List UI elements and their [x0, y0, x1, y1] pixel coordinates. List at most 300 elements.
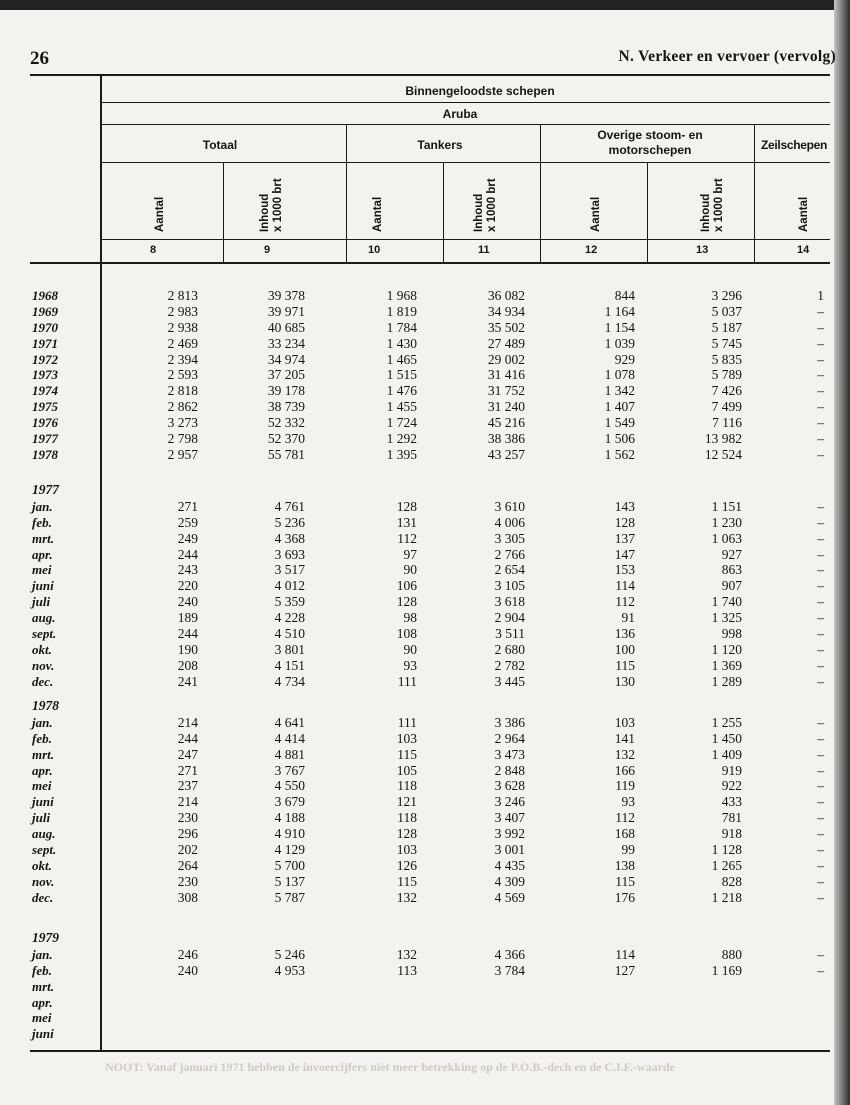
- cell-overige-aantal: 1 039: [604, 336, 635, 351]
- cell-totaal-inhoud: 34 974: [267, 352, 305, 367]
- cell-totaal-aantal: 264: [177, 858, 198, 873]
- cell-totaal-inhoud: 38 739: [267, 399, 305, 414]
- header-group: Binnengeloodste schepen: [405, 84, 555, 98]
- cell-overige-inhoud: 1 289: [711, 674, 742, 689]
- cell-totaal-inhoud: 4 953: [274, 963, 305, 978]
- cell-overige-aantal: 128: [614, 515, 635, 530]
- inhoud-line1: Inhoud: [473, 193, 485, 232]
- row-label: jan.: [32, 947, 53, 962]
- row-label: mei: [32, 778, 52, 793]
- cell-overige-aantal: 132: [614, 747, 635, 762]
- cell-tankers-inhoud: 3 618: [494, 594, 525, 609]
- cell-totaal-inhoud: 5 246: [274, 947, 305, 962]
- cell-totaal-inhoud: 4 414: [274, 731, 305, 746]
- cell-tankers-inhoud: 2 964: [494, 731, 525, 746]
- cell-zeilschepen: –: [817, 531, 824, 546]
- row-label: juli: [32, 594, 51, 609]
- cell-tankers-aantal: 115: [397, 747, 417, 762]
- cell-tankers-aantal: 111: [397, 674, 417, 689]
- cell-overige-inhoud: 1 740: [711, 594, 742, 609]
- region-rule: [101, 124, 830, 125]
- cell-tankers-aantal: 121: [396, 794, 417, 809]
- cell-zeilschepen: –: [817, 858, 824, 873]
- cell-overige-aantal: 1 506: [604, 431, 635, 446]
- cell-tankers-aantal: 1 465: [386, 352, 417, 367]
- cell-zeilschepen: –: [817, 547, 824, 562]
- cell-tankers-inhoud: 2 782: [494, 658, 525, 673]
- cell-overige-aantal: 112: [615, 810, 635, 825]
- div-c9: [223, 162, 224, 263]
- row-label: juni: [32, 1026, 54, 1041]
- cell-zeilschepen: –: [817, 415, 824, 430]
- subheader-inhoud-overige: [700, 172, 726, 232]
- cell-zeilschepen: –: [817, 658, 824, 673]
- inhoud-line2: x 1000 brt: [713, 178, 725, 232]
- running-title: N. Verkeer en vervoer (vervolg): [618, 48, 836, 65]
- cell-zeilschepen: –: [817, 715, 824, 730]
- cell-tankers-aantal: 128: [396, 826, 417, 841]
- cell-totaal-aantal: 2 593: [167, 367, 198, 382]
- cell-zeilschepen: –: [817, 810, 824, 825]
- cell-totaal-inhoud: 4 129: [274, 842, 305, 857]
- row-label: 1976: [32, 415, 58, 430]
- cell-zeilschepen: –: [817, 336, 824, 351]
- cell-tankers-aantal: 128: [396, 499, 417, 514]
- cell-totaal-inhoud: 40 685: [267, 320, 305, 335]
- cell-overige-inhoud: 1 120: [711, 642, 742, 657]
- cell-overige-aantal: 176: [614, 890, 635, 905]
- cell-zeilschepen: –: [817, 594, 824, 609]
- cell-zeilschepen: –: [817, 890, 824, 905]
- cell-overige-inhoud: 1 063: [711, 531, 742, 546]
- cell-totaal-aantal: 3 273: [167, 415, 198, 430]
- cell-totaal-aantal: 189: [177, 610, 198, 625]
- block-year-heading: 1977: [32, 482, 59, 497]
- cell-totaal-aantal: 214: [177, 715, 198, 730]
- cell-tankers-inhoud: 29 002: [487, 352, 525, 367]
- cell-overige-inhoud: 5 789: [711, 367, 742, 382]
- cell-totaal-aantal: 237: [177, 778, 198, 793]
- cell-overige-inhoud: 907: [721, 578, 742, 593]
- cell-zeilschepen: –: [817, 367, 824, 382]
- cell-overige-inhoud: 7 426: [711, 383, 742, 398]
- cell-overige-aantal: 147: [614, 547, 635, 562]
- cell-overige-aantal: 115: [615, 874, 635, 889]
- cell-zeilschepen: –: [817, 515, 824, 530]
- inhoud-line1: Inhoud: [700, 193, 712, 232]
- cell-overige-inhoud: 1 151: [711, 499, 742, 514]
- cell-overige-inhoud: 1 409: [711, 747, 742, 762]
- row-label: sept.: [32, 626, 57, 641]
- stub-divider: [100, 76, 102, 1051]
- cell-tankers-aantal: 132: [396, 947, 417, 962]
- cell-tankers-inhoud: 35 502: [487, 320, 525, 335]
- row-label: aug.: [32, 826, 56, 841]
- cell-totaal-inhoud: 4 761: [274, 499, 305, 514]
- cell-totaal-aantal: 214: [177, 794, 198, 809]
- cell-totaal-aantal: 240: [177, 963, 198, 978]
- cell-tankers-inhoud: 3 305: [494, 531, 525, 546]
- cell-totaal-aantal: 2 957: [167, 447, 198, 462]
- cell-totaal-inhoud: 52 370: [267, 431, 305, 446]
- cell-overige-inhoud: 7 116: [712, 415, 742, 430]
- cell-totaal-inhoud: 4 881: [274, 747, 305, 762]
- cell-totaal-inhoud: 3 679: [274, 794, 305, 809]
- cell-zeilschepen: –: [817, 320, 824, 335]
- cell-zeilschepen: –: [817, 626, 824, 641]
- cell-totaal-aantal: 308: [177, 890, 198, 905]
- cell-zeilschepen: –: [817, 352, 824, 367]
- cell-tankers-inhoud: 3 473: [494, 747, 525, 762]
- cell-overige-inhoud: 13 982: [704, 431, 742, 446]
- row-label: 1968: [32, 288, 58, 303]
- cell-overige-inhoud: 919: [721, 763, 742, 778]
- cell-overige-inhoud: 1 369: [711, 658, 742, 673]
- cell-overige-aantal: 119: [615, 778, 635, 793]
- cell-totaal-inhoud: 3 517: [274, 562, 305, 577]
- cell-tankers-aantal: 1 819: [386, 304, 417, 319]
- cell-overige-inhoud: 1 230: [711, 515, 742, 530]
- row-label: 1970: [32, 320, 58, 335]
- cell-overige-aantal: 153: [614, 562, 635, 577]
- cell-totaal-aantal: 2 862: [167, 399, 198, 414]
- cell-totaal-aantal: 244: [177, 547, 198, 562]
- row-label: 1969: [32, 304, 58, 319]
- row-label: apr.: [32, 995, 53, 1010]
- cell-zeilschepen: –: [817, 578, 824, 593]
- cell-overige-aantal: 141: [614, 731, 635, 746]
- cell-totaal-aantal: 241: [177, 674, 198, 689]
- cell-zeilschepen: –: [817, 399, 824, 414]
- cell-tankers-inhoud: 3 386: [494, 715, 525, 730]
- row-label: 1973: [32, 367, 58, 382]
- cell-overige-inhoud: 1 218: [711, 890, 742, 905]
- cell-totaal-aantal: 190: [177, 642, 198, 657]
- cell-tankers-aantal: 112: [397, 531, 417, 546]
- cell-tankers-aantal: 1 292: [386, 431, 417, 446]
- cell-totaal-inhoud: 39 178: [267, 383, 305, 398]
- cell-zeilschepen: –: [817, 383, 824, 398]
- row-label: dec.: [32, 890, 54, 905]
- colnum-top-rule: [101, 239, 830, 240]
- cell-tankers-aantal: 1 968: [386, 288, 417, 303]
- cell-totaal-aantal: 2 394: [167, 352, 198, 367]
- subheader-inhoud-totaal: [259, 172, 285, 232]
- cell-overige-aantal: 166: [614, 763, 635, 778]
- row-label: jan.: [32, 499, 53, 514]
- cell-totaal-aantal: 230: [177, 874, 198, 889]
- row-label: mei: [32, 1010, 52, 1025]
- cell-tankers-aantal: 1 430: [386, 336, 417, 351]
- cell-tankers-aantal: 115: [397, 874, 417, 889]
- cell-tankers-aantal: 108: [396, 626, 417, 641]
- cell-overige-aantal: 136: [614, 626, 635, 641]
- subheader-aantal-zeil: Aantal: [798, 196, 810, 232]
- subheader-aantal-overige: Aantal: [590, 196, 602, 232]
- cell-tankers-aantal: 90: [403, 642, 417, 657]
- cell-overige-aantal: 929: [614, 352, 635, 367]
- page-number: 26: [30, 48, 49, 69]
- cell-totaal-aantal: 244: [177, 626, 198, 641]
- row-label: apr.: [32, 763, 53, 778]
- cell-totaal-aantal: 2 469: [167, 336, 198, 351]
- cell-overige-aantal: 1 549: [604, 415, 635, 430]
- colnum-14: 14: [797, 244, 810, 256]
- cell-overige-inhoud: 998: [721, 626, 742, 641]
- cell-totaal-inhoud: 33 234: [267, 336, 305, 351]
- cell-totaal-aantal: 202: [177, 842, 198, 857]
- cell-tankers-aantal: 1 724: [386, 415, 417, 430]
- cell-tankers-aantal: 126: [396, 858, 417, 873]
- cell-totaal-aantal: 247: [177, 747, 198, 762]
- cell-tankers-aantal: 98: [403, 610, 417, 625]
- cell-tankers-inhoud: 4 435: [494, 858, 525, 873]
- cell-overige-inhoud: 1 325: [711, 610, 742, 625]
- header-totaal: Totaal: [202, 138, 238, 152]
- block-year-heading: 1978: [32, 698, 59, 713]
- top-scan-border: [0, 0, 850, 10]
- cell-tankers-inhoud: 2 680: [494, 642, 525, 657]
- cell-totaal-inhoud: 4 188: [274, 810, 305, 825]
- cell-totaal-aantal: 2 813: [167, 288, 198, 303]
- cell-overige-inhoud: 1 265: [711, 858, 742, 873]
- cell-tankers-aantal: 1 395: [386, 447, 417, 462]
- cell-overige-aantal: 100: [614, 642, 635, 657]
- cell-tankers-inhoud: 3 610: [494, 499, 525, 514]
- cell-totaal-inhoud: 39 971: [267, 304, 305, 319]
- cell-zeilschepen: –: [817, 842, 824, 857]
- cell-totaal-aantal: 240: [177, 594, 198, 609]
- cell-overige-inhoud: 828: [721, 874, 742, 889]
- cell-zeilschepen: –: [817, 778, 824, 793]
- cell-tankers-inhoud: 36 082: [487, 288, 525, 303]
- cell-overige-aantal: 138: [614, 858, 635, 873]
- cell-overige-inhoud: 3 296: [711, 288, 742, 303]
- cell-totaal-inhoud: 39 378: [267, 288, 305, 303]
- row-label: juni: [32, 578, 54, 593]
- cell-totaal-inhoud: 55 781: [267, 447, 305, 462]
- cell-totaal-inhoud: 5 359: [274, 594, 305, 609]
- cell-overige-aantal: 168: [614, 826, 635, 841]
- colnum-10: 10: [368, 244, 381, 256]
- bleed-through-note: NOOT: Vanaf januari 1971 hebben de invoercijfers niet meer betrekking op de P.O.B.-dech en de C.I.F.-waarde: [105, 1060, 675, 1074]
- cell-overige-inhoud: 1 255: [711, 715, 742, 730]
- cell-tankers-inhoud: 3 511: [495, 626, 525, 641]
- cell-tankers-inhoud: 3 407: [494, 810, 525, 825]
- cell-overige-aantal: 114: [615, 947, 635, 962]
- cell-totaal-inhoud: 5 137: [274, 874, 305, 889]
- cell-overige-aantal: 1 154: [604, 320, 635, 335]
- colnum-11: 11: [478, 244, 490, 256]
- cell-totaal-inhoud: 4 510: [274, 626, 305, 641]
- div-zeil: [754, 124, 755, 263]
- cell-overige-inhoud: 5 745: [711, 336, 742, 351]
- cell-overige-aantal: 1 078: [604, 367, 635, 382]
- cell-tankers-aantal: 93: [403, 658, 417, 673]
- cell-overige-inhoud: 863: [721, 562, 742, 577]
- group-rule: [101, 102, 830, 103]
- cell-totaal-inhoud: 4 151: [274, 658, 305, 673]
- inhoud-line2: x 1000 brt: [272, 178, 284, 232]
- cell-tankers-aantal: 132: [396, 890, 417, 905]
- cell-tankers-inhoud: 27 489: [487, 336, 525, 351]
- cell-overige-aantal: 1 342: [604, 383, 635, 398]
- cell-zeilschepen: –: [817, 447, 824, 462]
- cell-tankers-aantal: 118: [397, 778, 417, 793]
- cell-totaal-inhoud: 3 767: [274, 763, 305, 778]
- cell-overige-inhoud: 880: [721, 947, 742, 962]
- cell-totaal-aantal: 249: [177, 531, 198, 546]
- row-label: okt.: [32, 858, 52, 873]
- cell-totaal-aantal: 271: [177, 763, 198, 778]
- cell-tankers-aantal: 111: [397, 715, 417, 730]
- row-label: 1972: [32, 352, 58, 367]
- cell-overige-aantal: 1 562: [604, 447, 635, 462]
- cell-totaal-aantal: 2 938: [167, 320, 198, 335]
- header-overige: Overige stoom- en motorschepen: [597, 128, 703, 157]
- cell-totaal-aantal: 246: [177, 947, 198, 962]
- cell-tankers-inhoud: 3 001: [494, 842, 525, 857]
- cell-overige-inhoud: 922: [721, 778, 742, 793]
- cell-zeilschepen: –: [817, 963, 824, 978]
- row-label: mrt.: [32, 531, 55, 546]
- cell-overige-aantal: 1 407: [604, 399, 635, 414]
- cell-totaal-aantal: 296: [177, 826, 198, 841]
- cell-overige-aantal: 93: [621, 794, 635, 809]
- colnum-13: 13: [696, 244, 709, 256]
- row-label: jan.: [32, 715, 53, 730]
- block-year-heading: 1979: [32, 930, 59, 945]
- row-label: juli: [32, 810, 51, 825]
- row-label: nov.: [32, 658, 55, 673]
- cell-overige-inhoud: 1 169: [711, 963, 742, 978]
- cell-totaal-inhoud: 4 368: [274, 531, 305, 546]
- cell-tankers-aantal: 1 455: [386, 399, 417, 414]
- subheader-aantal-tankers: Aantal: [372, 196, 384, 232]
- cell-tankers-aantal: 103: [396, 842, 417, 857]
- cell-tankers-inhoud: 2 904: [494, 610, 525, 625]
- cell-tankers-inhoud: 3 628: [494, 778, 525, 793]
- subheader-inhoud-tankers: [473, 172, 499, 232]
- cell-tankers-inhoud: 3 246: [494, 794, 525, 809]
- cell-tankers-inhoud: 3 992: [494, 826, 525, 841]
- cell-tankers-aantal: 1 784: [386, 320, 417, 335]
- cell-tankers-inhoud: 4 006: [494, 515, 525, 530]
- row-label: juni: [32, 794, 54, 809]
- cell-tankers-inhoud: 4 569: [494, 890, 525, 905]
- cell-overige-inhoud: 927: [721, 547, 742, 562]
- cell-overige-aantal: 127: [614, 963, 635, 978]
- cell-totaal-aantal: 2 798: [167, 431, 198, 446]
- cell-tankers-inhoud: 38 386: [487, 431, 525, 446]
- cell-overige-aantal: 130: [614, 674, 635, 689]
- cell-totaal-inhoud: 3 801: [274, 642, 305, 657]
- cell-totaal-aantal: 271: [177, 499, 198, 514]
- cell-overige-aantal: 112: [615, 594, 635, 609]
- row-label: mrt.: [32, 979, 55, 994]
- cell-totaal-aantal: 244: [177, 731, 198, 746]
- cell-totaal-inhoud: 5 700: [274, 858, 305, 873]
- cell-totaal-inhoud: 3 693: [274, 547, 305, 562]
- row-label: sept.: [32, 842, 57, 857]
- cell-tankers-inhoud: 3 105: [494, 578, 525, 593]
- cell-tankers-inhoud: 31 240: [487, 399, 525, 414]
- cell-overige-inhoud: 5 037: [711, 304, 742, 319]
- row-label: 1974: [32, 383, 58, 398]
- inhoud-line2: x 1000 brt: [486, 178, 498, 232]
- row-label: 1971: [32, 336, 58, 351]
- cell-zeilschepen: –: [817, 947, 824, 962]
- row-label: 1975: [32, 399, 58, 414]
- cell-totaal-aantal: 243: [177, 562, 198, 577]
- cell-tankers-inhoud: 45 216: [487, 415, 525, 430]
- header-zeilschepen: Zeilschepen: [760, 138, 828, 152]
- row-label: dec.: [32, 674, 54, 689]
- cell-zeilschepen: –: [817, 794, 824, 809]
- cell-totaal-aantal: 208: [177, 658, 198, 673]
- inhoud-line1: Inhoud: [259, 193, 271, 232]
- cell-overige-inhoud: 918: [721, 826, 742, 841]
- div-tankers: [346, 124, 347, 263]
- right-scan-edge: [834, 0, 850, 1105]
- cell-zeilschepen: 1: [817, 288, 824, 303]
- cell-overige-aantal: 1 164: [604, 304, 635, 319]
- cell-zeilschepen: –: [817, 610, 824, 625]
- cell-zeilschepen: –: [817, 642, 824, 657]
- bottom-rule: [30, 1050, 830, 1052]
- cell-tankers-inhoud: 3 784: [494, 963, 525, 978]
- colnum-8: 8: [150, 244, 157, 256]
- row-label: nov.: [32, 874, 55, 889]
- row-label: 1978: [32, 447, 58, 462]
- cell-overige-aantal: 844: [614, 288, 635, 303]
- cell-zeilschepen: –: [817, 874, 824, 889]
- cell-tankers-inhoud: 2 654: [494, 562, 525, 577]
- cell-overige-inhoud: 12 524: [704, 447, 742, 462]
- row-label: feb.: [32, 515, 52, 530]
- cell-tankers-inhoud: 2 848: [494, 763, 525, 778]
- cell-overige-aantal: 137: [614, 531, 635, 546]
- colnum-9: 9: [264, 244, 271, 256]
- cell-overige-inhoud: 7 499: [711, 399, 742, 414]
- cell-tankers-inhoud: 3 445: [494, 674, 525, 689]
- cell-tankers-inhoud: 4 309: [494, 874, 525, 889]
- cell-totaal-inhoud: 4 641: [274, 715, 305, 730]
- cell-tankers-aantal: 97: [403, 547, 417, 562]
- cell-totaal-aantal: 220: [177, 578, 198, 593]
- cell-totaal-aantal: 2 818: [167, 383, 198, 398]
- row-label: apr.: [32, 547, 53, 562]
- cell-overige-inhoud: 1 128: [711, 842, 742, 857]
- cell-tankers-aantal: 1 515: [386, 367, 417, 382]
- cell-totaal-inhoud: 5 787: [274, 890, 305, 905]
- cell-overige-aantal: 103: [614, 715, 635, 730]
- cell-totaal-aantal: 2 983: [167, 304, 198, 319]
- cell-overige-aantal: 143: [614, 499, 635, 514]
- cell-overige-aantal: 115: [615, 658, 635, 673]
- cell-tankers-inhoud: 43 257: [487, 447, 525, 462]
- cell-overige-inhoud: 781: [721, 810, 742, 825]
- cell-zeilschepen: –: [817, 431, 824, 446]
- cell-tankers-aantal: 103: [396, 731, 417, 746]
- cell-overige-aantal: 114: [615, 578, 635, 593]
- cell-totaal-inhoud: 37 205: [267, 367, 305, 382]
- cell-totaal-inhoud: 4 734: [274, 674, 305, 689]
- cell-tankers-aantal: 113: [397, 963, 417, 978]
- cell-totaal-aantal: 230: [177, 810, 198, 825]
- header-tankers: Tankers: [417, 138, 463, 152]
- cell-tankers-inhoud: 4 366: [494, 947, 525, 962]
